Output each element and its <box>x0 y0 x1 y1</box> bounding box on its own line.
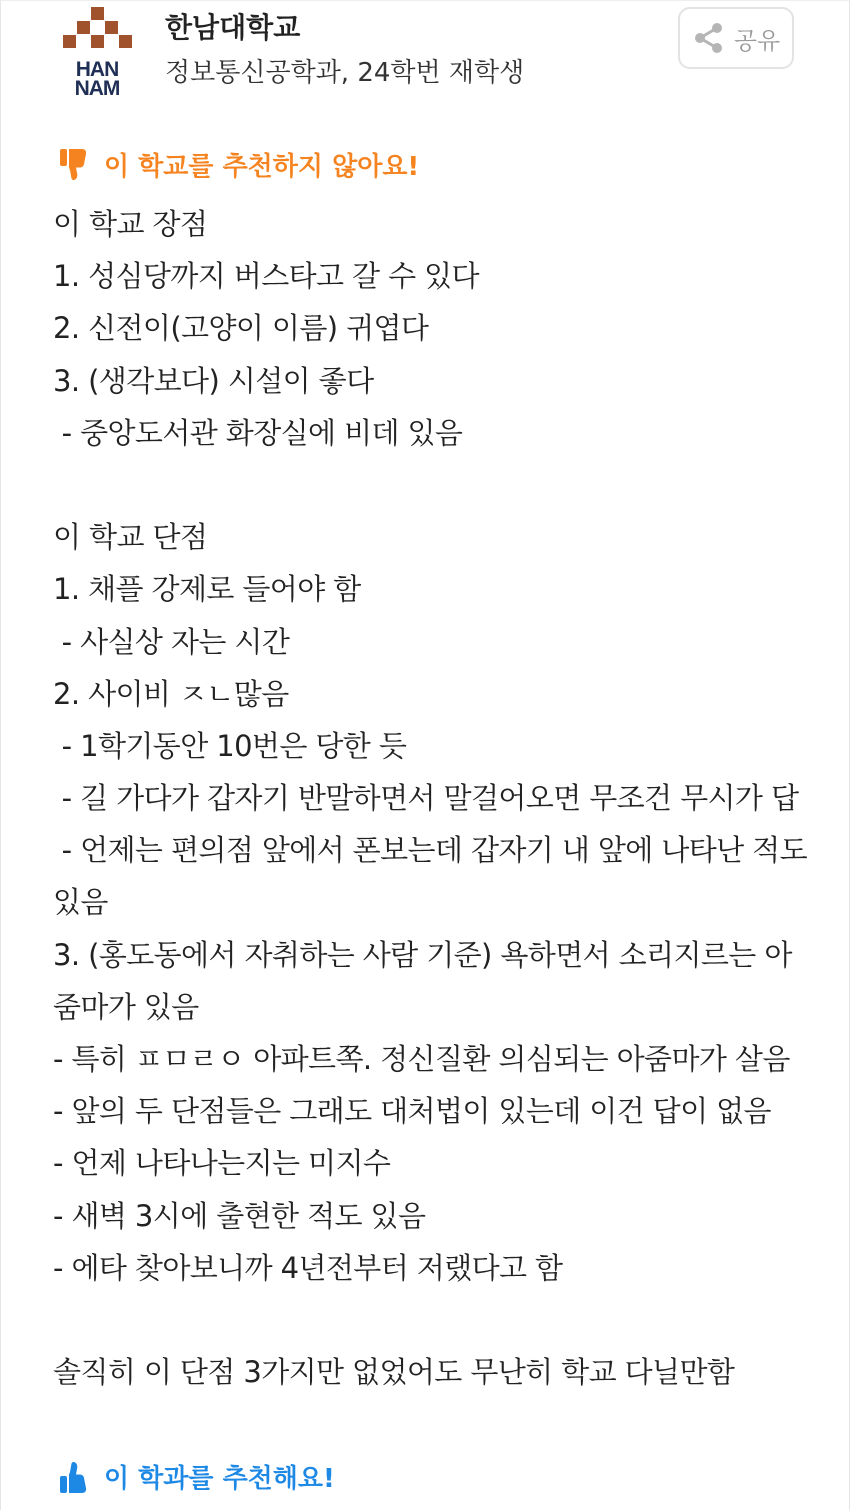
review-line: 2. 신전이(고양이 이름) 귀엽다 <box>53 311 429 346</box>
review-line: - 중앙도서관 화장실에 비데 있음 <box>53 415 463 450</box>
thumbs-up-icon <box>58 1459 90 1495</box>
review-header <box>0 0 850 120</box>
review-line <box>53 459 813 511</box>
review-line: 3. (홍도동에서 자취하는 사람 기준) 욕하면서 소리지르는 아 <box>53 937 792 972</box>
svg-text:NAM: NAM <box>74 77 120 96</box>
review-line: - 앞의 두 단점들은 그래도 대처법이 있는데 이건 답이 없음 <box>53 1094 771 1129</box>
review-body <box>53 198 813 1398</box>
review-line: 이 학교 단점 <box>53 520 208 555</box>
review-line: 1. 채플 강제로 들어야 함 <box>53 572 361 607</box>
logo-square <box>119 35 132 48</box>
review-line: 솔직히 이 단점 3가지만 없었어도 무난히 학교 다닐만함 <box>53 1355 735 1390</box>
reviewer-info: 정보통신공학과, 24학번 재학생 <box>165 58 525 88</box>
review-line: 있음 <box>53 885 108 920</box>
svg-text:HAN: HAN <box>75 58 119 81</box>
logo-square <box>63 35 76 48</box>
recommend-department-header <box>58 1458 335 1495</box>
review-line: - 언제 나타나는지는 미지수 <box>53 1146 391 1181</box>
logo-square <box>77 21 90 34</box>
thumbs-down-icon <box>58 147 90 183</box>
share-button[interactable] <box>678 7 794 69</box>
review-line: 이 학교 장점 <box>53 207 208 241</box>
review-line: 3. (생각보다) 시설이 좋다 <box>53 363 374 398</box>
review-line: 1. 성심당까지 버스타고 갈 수 있다 <box>53 259 479 294</box>
review-line: - 새벽 3시에 출현한 적도 있음 <box>53 1198 426 1233</box>
share-label: 공유 <box>733 26 781 55</box>
school-name[interactable]: 한남대학교 <box>165 11 301 44</box>
review-line: - 에타 찾아보니까 4년전부터 저랬다고 함 <box>53 1250 563 1285</box>
not-recommend-school-header <box>58 146 419 183</box>
logo-square <box>105 21 118 34</box>
share-icon <box>692 21 726 55</box>
review-line: 줌마가 있음 <box>53 989 199 1024</box>
review-line: - 길 가다가 갑자기 반말하면서 말걸어오면 무조건 무시가 답 <box>53 781 799 816</box>
review-line: - 언제는 편의점 앞에서 폰보는데 갑자기 내 앞에 나타난 적도 <box>53 833 807 868</box>
hannam-logo <box>60 6 134 96</box>
review-line: - 사실상 자는 시간 <box>53 624 290 659</box>
recommend-label: 이 학과를 추천해요! <box>104 1464 335 1494</box>
review-line: 2. 사이비 ㅈㄴ많음 <box>53 676 289 711</box>
logo-square <box>91 7 104 20</box>
review-line: - 특히 ㅍㅁㄹㅇ 아파트쪽. 정신질환 의심되는 아줌마가 살음 <box>53 1042 790 1076</box>
review-line: - 1학기동안 10번은 당한 듯 <box>53 728 407 763</box>
logo-square <box>91 35 104 48</box>
review-line <box>53 1294 813 1346</box>
not-recommend-label: 이 학교를 추천하지 않아요! <box>104 152 420 182</box>
